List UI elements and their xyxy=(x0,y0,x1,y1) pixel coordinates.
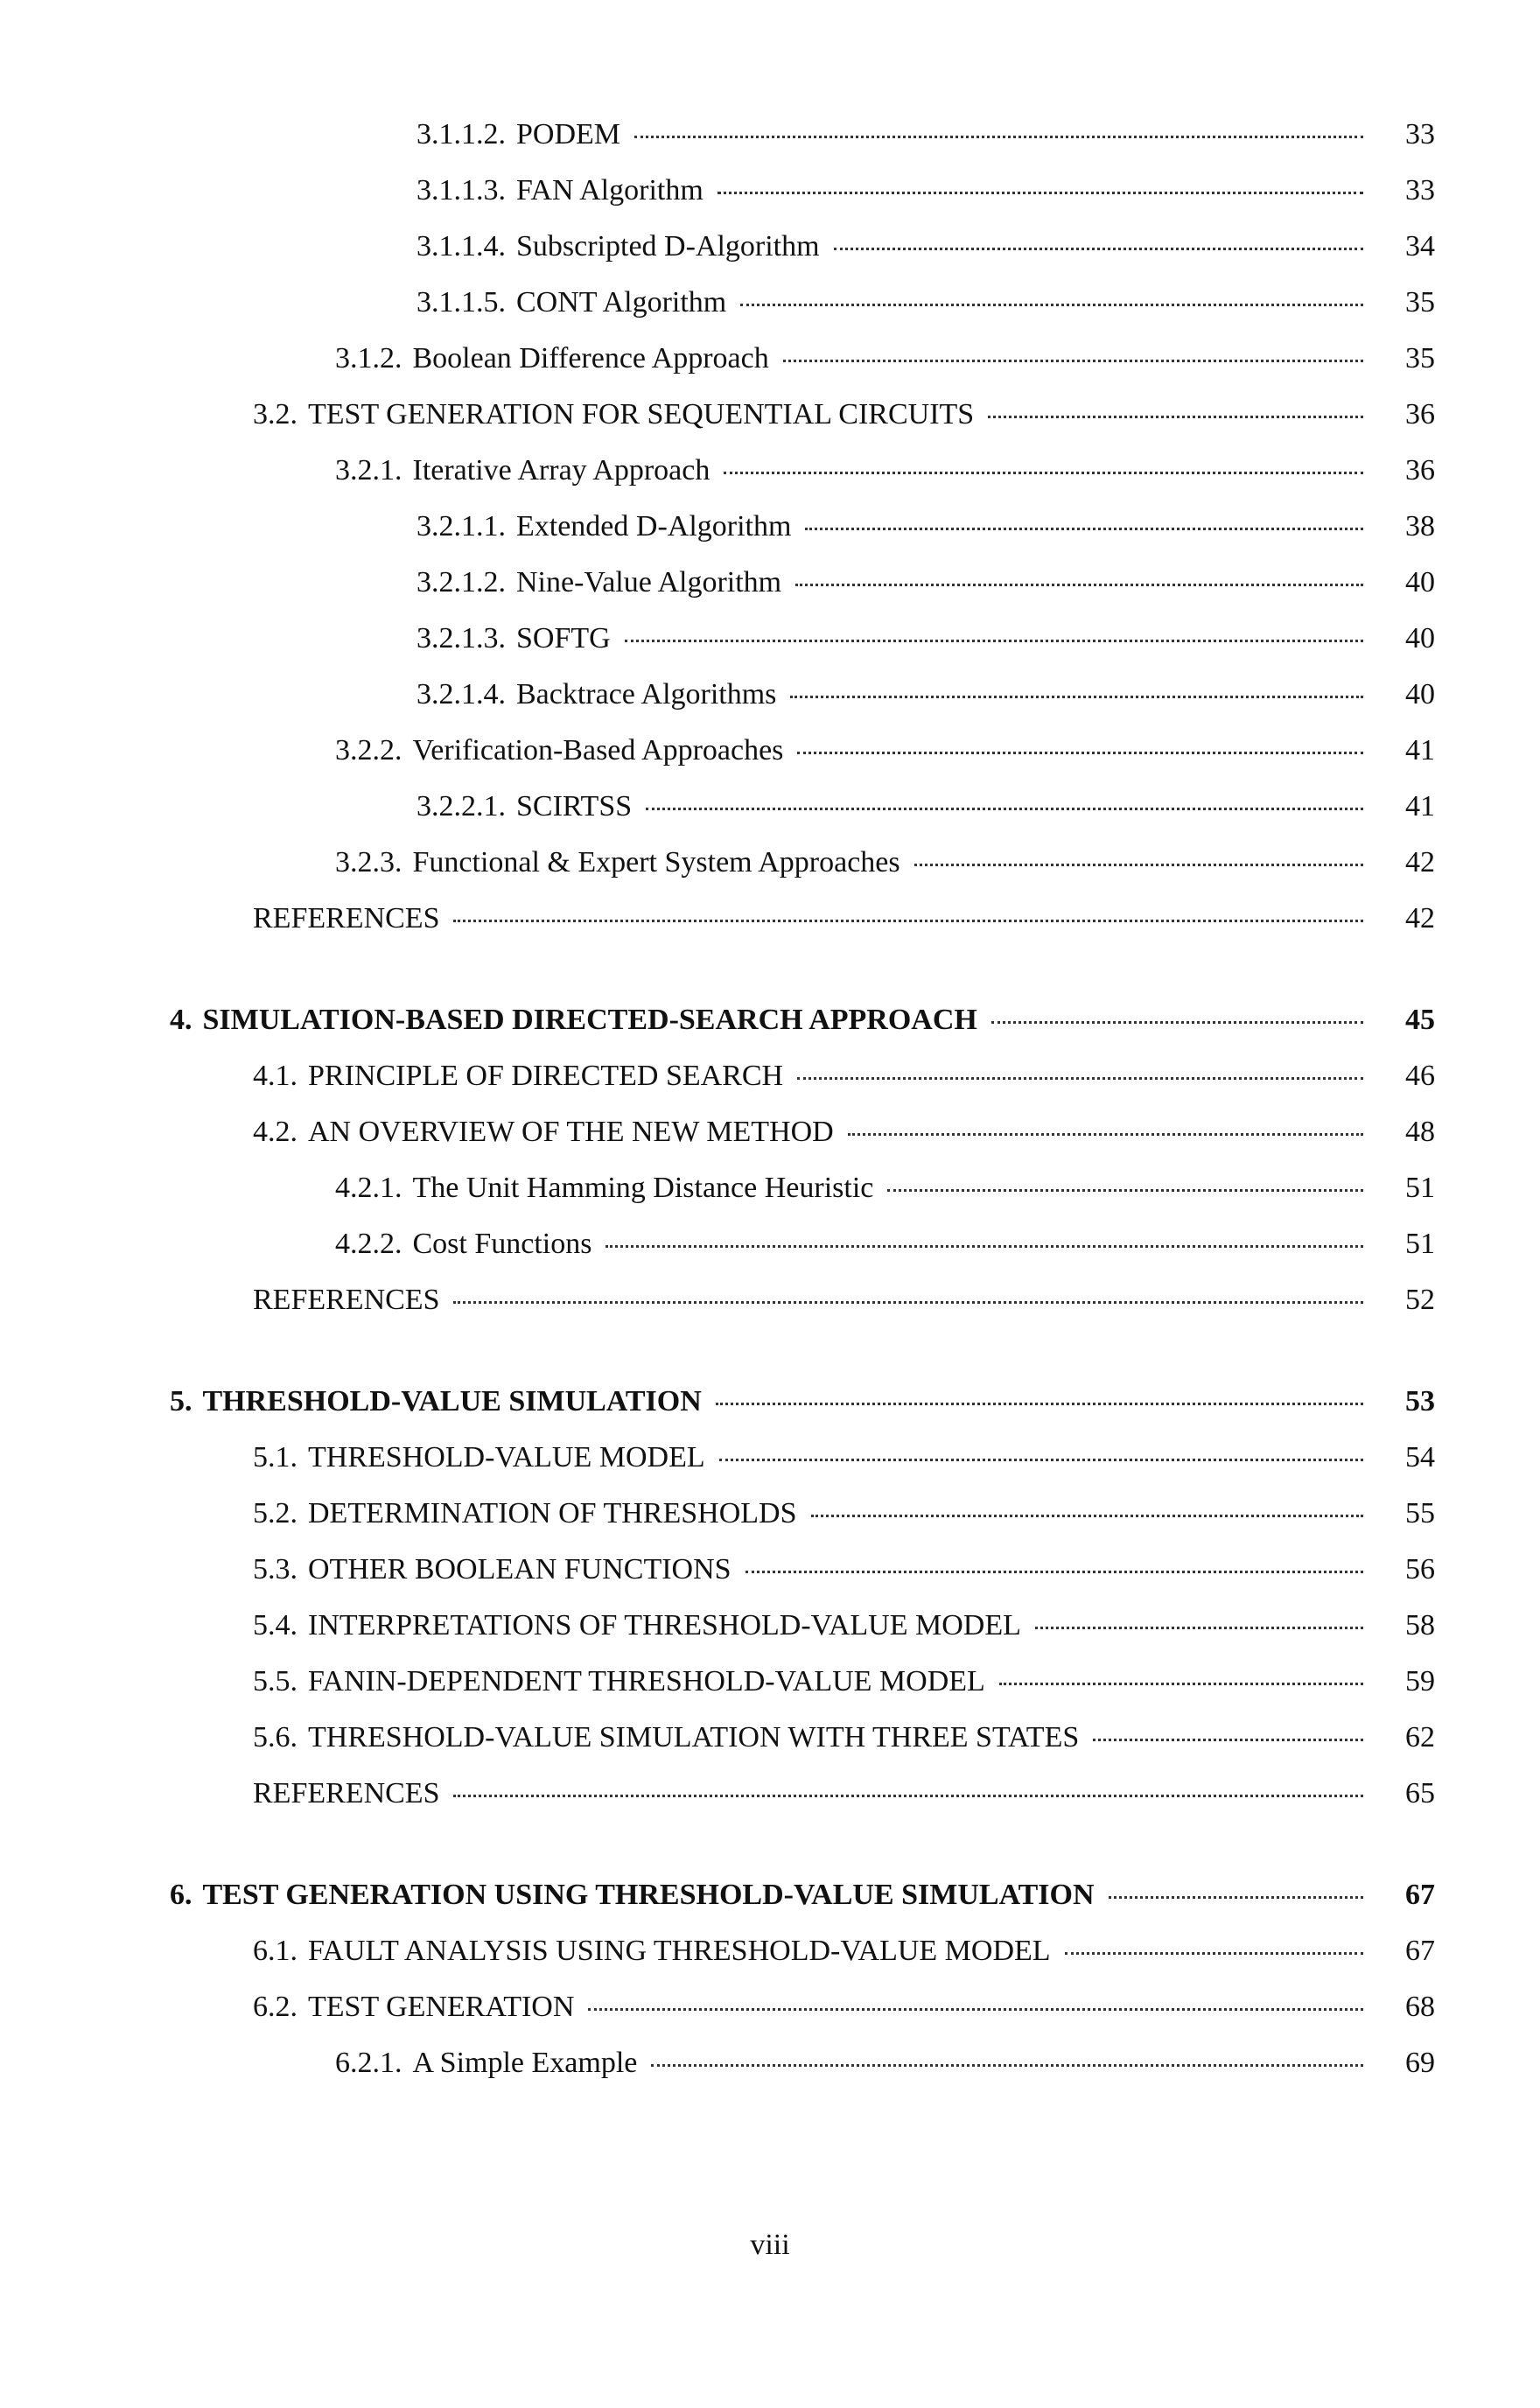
dot-leader xyxy=(1035,1625,1363,1629)
toc-entry-title: TEST GENERATION USING THRESHOLD-VALUE SIMULATION xyxy=(202,1879,1095,1911)
toc-entry-number: 3.2.1.1. xyxy=(416,510,506,542)
dot-leader xyxy=(991,1019,1363,1024)
toc-entry-page: 67 xyxy=(1405,1879,1435,1911)
toc-entry[interactable] xyxy=(335,842,1435,884)
toc-entry-number: 5.1. xyxy=(253,1441,298,1474)
toc-entry-number: 6. xyxy=(170,1879,192,1911)
toc-entry-page: 40 xyxy=(1405,566,1435,598)
toc-entry[interactable] xyxy=(335,1223,1435,1265)
dot-leader xyxy=(646,806,1363,810)
dot-leader xyxy=(746,1569,1363,1573)
toc-entry-number: 3.2.2.1. xyxy=(416,790,506,822)
toc-entry-number: 5.3. xyxy=(253,1553,298,1586)
toc-entry-page: 38 xyxy=(1405,510,1435,542)
dot-leader xyxy=(848,1131,1363,1136)
toc-entry-number: 3.2.1. xyxy=(335,454,402,486)
toc-entry-title: Boolean Difference Approach xyxy=(412,342,769,374)
toc-entry-title: PRINCIPLE OF DIRECTED SEARCH xyxy=(308,1060,784,1092)
toc-chapter-entry[interactable] xyxy=(170,1381,1435,1423)
toc-entry-page: 48 xyxy=(1405,1116,1435,1148)
toc-entry-page: 36 xyxy=(1405,398,1435,430)
toc-entry-title: FAN Algorithm xyxy=(516,174,704,206)
toc-entry-page: 35 xyxy=(1405,286,1435,318)
toc-entry-title: CONT Algorithm xyxy=(516,286,727,318)
toc-entry[interactable] xyxy=(416,674,1435,716)
toc-entry-number: 4.2.1. xyxy=(335,1172,402,1204)
dot-leader xyxy=(805,526,1363,530)
toc-entry-title: AN OVERVIEW OF THE NEW METHOD xyxy=(308,1116,834,1148)
toc-entry-title: SIMULATION-BASED DIRECTED-SEARCH APPROACH xyxy=(202,1004,977,1036)
toc-entry-title: Iterative Array Approach xyxy=(412,454,710,486)
toc-entry[interactable] xyxy=(253,1055,1435,1097)
toc-entry-title: FANIN-DEPENDENT THRESHOLD-VALUE MODEL xyxy=(308,1665,985,1698)
toc-entry-number: 5.4. xyxy=(253,1609,298,1642)
toc-entry-page: 59 xyxy=(1405,1665,1435,1698)
toc-entry[interactable] xyxy=(416,786,1435,828)
dot-leader xyxy=(887,1187,1363,1192)
toc-entry[interactable] xyxy=(253,394,1435,436)
toc-entry[interactable] xyxy=(253,898,1435,940)
toc-entry-number: 3.2.2. xyxy=(335,734,402,766)
toc-entry-title: THRESHOLD-VALUE SIMULATION WITH THREE STATES xyxy=(308,1721,1080,1754)
dot-leader xyxy=(651,2062,1363,2067)
dot-leader xyxy=(797,750,1363,754)
toc-entry-page: 34 xyxy=(1405,230,1435,262)
toc-entry-title: Subscripted D-Algorithm xyxy=(516,230,820,262)
toc-entry-title: Nine-Value Algorithm xyxy=(516,566,782,598)
toc-entry-title: Cost Functions xyxy=(412,1228,592,1260)
toc-entry-page: 69 xyxy=(1405,2047,1435,2079)
toc-chapter-entry[interactable] xyxy=(170,999,1435,1041)
toc-entry-page: 51 xyxy=(1405,1228,1435,1260)
toc-entry-page: 68 xyxy=(1405,1991,1435,2023)
dot-leader xyxy=(1109,1894,1363,1899)
toc-entry-title: Backtrace Algorithms xyxy=(516,678,777,710)
toc-entry-number: 5.6. xyxy=(253,1721,298,1754)
toc-entry-title: TEST GENERATION xyxy=(308,1991,575,2023)
toc-entry-title: OTHER BOOLEAN FUNCTIONS xyxy=(308,1553,732,1586)
dot-leader xyxy=(588,2006,1363,2011)
toc-entry-page: 33 xyxy=(1405,118,1435,150)
dot-leader xyxy=(719,1457,1363,1461)
toc-entry[interactable] xyxy=(253,1549,1435,1591)
toc-entry-number: 3.1.1.5. xyxy=(416,286,506,318)
toc-entry-page: 41 xyxy=(1405,734,1435,766)
toc-entry-number: 3.1.1.3. xyxy=(416,174,506,206)
toc-entry[interactable] xyxy=(335,450,1435,492)
dot-leader xyxy=(811,1513,1364,1517)
toc-entry-page: 51 xyxy=(1405,1172,1435,1204)
toc-entry-page: 54 xyxy=(1405,1441,1435,1474)
toc-entry[interactable] xyxy=(335,1167,1435,1209)
toc-entry[interactable] xyxy=(416,282,1435,324)
toc-entry-title: TEST GENERATION FOR SEQUENTIAL CIRCUITS xyxy=(308,398,975,430)
dot-leader xyxy=(797,1075,1363,1080)
toc-entry-page: 53 xyxy=(1405,1385,1435,1418)
dot-leader xyxy=(724,470,1363,474)
toc-entry[interactable] xyxy=(253,1661,1435,1703)
toc-entry-page: 40 xyxy=(1405,622,1435,654)
toc-entry-number: 3.2.1.2. xyxy=(416,566,506,598)
toc-entry-number: 4. xyxy=(170,1004,192,1036)
toc-entry-page: 41 xyxy=(1405,790,1435,822)
toc-entry-title: INTERPRETATIONS OF THRESHOLD-VALUE MODEL xyxy=(308,1609,1021,1642)
toc-entry-number: 3.1.1.4. xyxy=(416,230,506,262)
toc-entry-number: 6.1. xyxy=(253,1935,298,1967)
toc-entry-page: 67 xyxy=(1405,1935,1435,1967)
toc-entry-number: 3.2.1.4. xyxy=(416,678,506,710)
toc-entry-page: 33 xyxy=(1405,174,1435,206)
toc-entry-number: 5. xyxy=(170,1385,192,1418)
dot-leader xyxy=(795,582,1363,586)
toc-entry-title: Functional & Expert System Approaches xyxy=(412,846,900,878)
toc-entry[interactable] xyxy=(416,506,1435,548)
toc-entry[interactable] xyxy=(416,170,1435,212)
toc-entry-number: 4.1. xyxy=(253,1060,298,1092)
dot-leader xyxy=(718,190,1363,194)
toc-entry-number: 3.1.1.2. xyxy=(416,118,506,150)
toc-entry-page: 56 xyxy=(1405,1553,1435,1586)
toc-entry-page: 42 xyxy=(1405,846,1435,878)
toc-entry-page: 45 xyxy=(1405,1004,1435,1036)
toc-entry[interactable] xyxy=(416,226,1435,268)
toc-entry[interactable] xyxy=(253,1279,1435,1321)
toc-entry[interactable] xyxy=(253,1111,1435,1153)
toc-entry-page: 46 xyxy=(1405,1060,1435,1092)
toc-entry-title: REFERENCES xyxy=(253,1284,440,1316)
dot-leader xyxy=(988,414,1363,418)
toc-chapter-entry[interactable] xyxy=(170,1874,1435,1916)
toc-entry-page: 36 xyxy=(1405,454,1435,486)
toc-entry[interactable] xyxy=(335,2042,1435,2084)
dot-leader xyxy=(716,1401,1363,1405)
toc-entry[interactable] xyxy=(416,618,1435,660)
dot-leader xyxy=(914,862,1363,866)
toc-entry-number: 4.2. xyxy=(253,1116,298,1148)
toc-entry-title: REFERENCES xyxy=(253,902,440,934)
toc-entry[interactable] xyxy=(253,1930,1435,1972)
toc-entry-title: REFERENCES xyxy=(253,1777,440,1810)
dot-leader xyxy=(999,1681,1363,1685)
dot-leader xyxy=(625,638,1363,642)
toc-entry-title: PODEM xyxy=(516,118,621,150)
toc-entry-number: 6.2. xyxy=(253,1991,298,2023)
toc-entry-title: The Unit Hamming Distance Heuristic xyxy=(412,1172,874,1204)
dot-leader xyxy=(740,302,1363,306)
toc-entry-number: 3.2.3. xyxy=(335,846,402,878)
toc-entry[interactable] xyxy=(253,1493,1435,1535)
toc-entry-number: 6.2.1. xyxy=(335,2047,402,2079)
toc-entry-number: 5.5. xyxy=(253,1665,298,1698)
toc-entry-page: 58 xyxy=(1405,1609,1435,1642)
toc-entry-title: DETERMINATION OF THRESHOLDS xyxy=(308,1497,797,1530)
dot-leader xyxy=(453,1299,1363,1304)
toc-entry-title: SCIRTSS xyxy=(516,790,633,822)
toc-entry[interactable] xyxy=(253,1773,1435,1815)
toc-entry[interactable] xyxy=(416,114,1435,156)
toc-entry-number: 3.2.1.3. xyxy=(416,622,506,654)
dot-leader xyxy=(834,246,1363,250)
toc-entry[interactable] xyxy=(253,1717,1435,1759)
toc-entry-page: 42 xyxy=(1405,902,1435,934)
page-number: viii xyxy=(750,2229,790,2261)
toc-entry-title: SOFTG xyxy=(516,622,611,654)
toc-entry-title: Verification-Based Approaches xyxy=(412,734,784,766)
dot-leader xyxy=(453,1793,1363,1797)
toc-entry-page: 62 xyxy=(1405,1721,1435,1754)
toc-entry[interactable] xyxy=(416,562,1435,604)
toc-entry[interactable] xyxy=(335,338,1435,380)
toc-entry-title: Extended D-Algorithm xyxy=(516,510,792,542)
dot-leader xyxy=(634,134,1363,138)
toc-entry-page: 40 xyxy=(1405,678,1435,710)
toc-entry[interactable] xyxy=(253,1437,1435,1479)
toc-entry-page: 52 xyxy=(1405,1284,1435,1316)
dot-leader xyxy=(1093,1737,1363,1741)
toc-entry[interactable] xyxy=(335,730,1435,772)
toc-entry-number: 3.2. xyxy=(253,398,298,430)
toc-entry-number: 5.2. xyxy=(253,1497,298,1530)
toc-entry-number: 3.1.2. xyxy=(335,342,402,374)
dot-leader xyxy=(790,694,1363,698)
dot-leader xyxy=(1065,1950,1363,1955)
toc-entry[interactable] xyxy=(253,1986,1435,2028)
toc-entry-page: 35 xyxy=(1405,342,1435,374)
dot-leader xyxy=(453,918,1363,922)
dot-leader xyxy=(783,358,1363,362)
toc-entry-title: FAULT ANALYSIS USING THRESHOLD-VALUE MODEL xyxy=(308,1935,1051,1967)
toc-entry-title: THRESHOLD-VALUE MODEL xyxy=(308,1441,705,1474)
dot-leader xyxy=(606,1243,1363,1248)
toc-entry-page: 55 xyxy=(1405,1497,1435,1530)
toc-entry-title: THRESHOLD-VALUE SIMULATION xyxy=(202,1385,702,1418)
toc-entry-page: 65 xyxy=(1405,1777,1435,1810)
toc-entry-number: 4.2.2. xyxy=(335,1228,402,1260)
toc-entry-title: A Simple Example xyxy=(412,2047,638,2079)
toc-entry[interactable] xyxy=(253,1605,1435,1647)
